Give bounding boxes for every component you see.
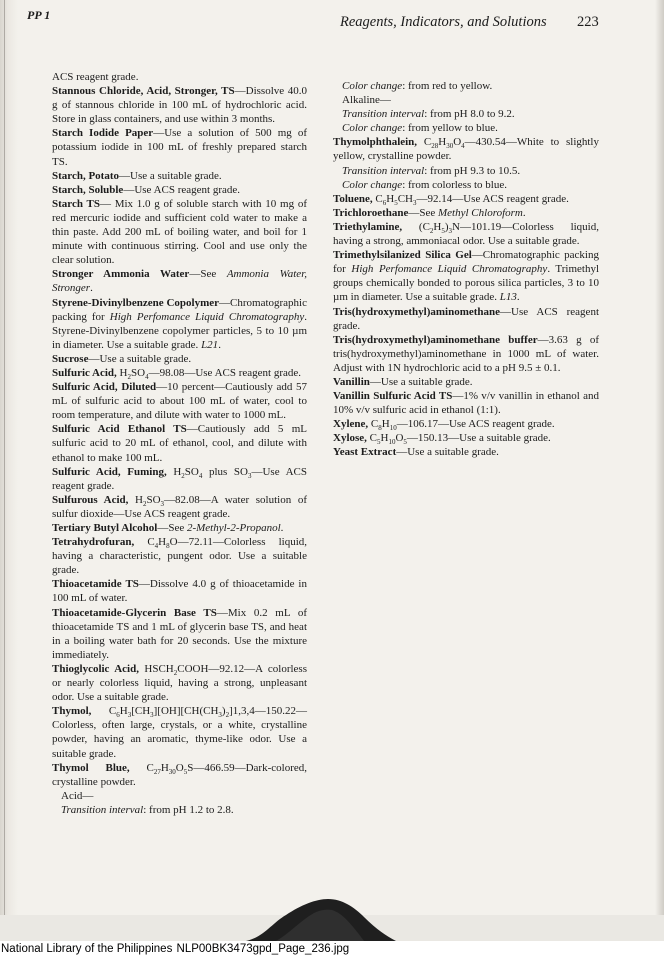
entry: Thioacetamide TS—Dissolve 4.0 g of thioacetamide in 100 mL of water. xyxy=(52,578,307,605)
entry: Sulfuric Acid, Fuming, $H_2SO_4$ plus $SO_3—Use$ ACS reagent grade. xyxy=(52,465,307,492)
entry: Trimethylsilanized Silica Gel—Chromatographic packing for High Perfomance Liquid Chromatography. Trimethyl groups chemically bonded to porous silica particles, 3 to 10 µm in diameter. Use a suitable grade. L13. xyxy=(333,249,600,304)
entry: Stannous Chloride, Acid, Stronger, TS—Dissolve 40.0 g of stannous chloride in 100 mL of hydrochloric acid. Store in glass containers, and use within 3 months. xyxy=(52,85,307,126)
entry-subline: Transition interval: from pH 8.0 to 9.2. xyxy=(342,108,515,121)
running-title: Reagents, Indicators, and Solutions xyxy=(340,14,547,30)
entry: Yeast Extract—Use a suitable grade. xyxy=(333,446,499,459)
entry: Sulfuric Acid, $H_2SO_4—98.08—Use$ ACS reagent grade. xyxy=(52,366,302,382)
entry: Vanillin Sulfuric Acid TS—1% v/v vanillin in ethanol and 10% v/v sulfuric acid in ethanol (1:1). xyxy=(333,390,599,417)
scanner-thumb-shadow xyxy=(246,893,396,941)
entry: Thymol Blue, $C_{27}H_{30}O_5S—466.59—Dark$-colored, crystalline powder. xyxy=(52,761,307,788)
footer-bar xyxy=(0,941,664,957)
entry-subline: Color change: from yellow to blue. xyxy=(342,122,498,135)
entry: Xylene, $C_8H_{10}—106.17—Use$ ACS reagent grade. xyxy=(333,418,555,433)
header-section-mark: PP 1 xyxy=(27,8,51,22)
entry-subline: Color change: from red to yellow. xyxy=(342,80,493,92)
right-page-edge-shadow xyxy=(655,0,664,915)
entry: Tertiary Butyl Alcohol—See 2-Methyl-2-Propanol. xyxy=(52,522,284,534)
entry: ACS reagent grade. xyxy=(52,71,139,83)
entry: Trichloroethane—See Methyl Chloroform. xyxy=(333,206,526,219)
entry: Tris(hydroxymethyl)aminomethane—Use ACS reagent grade. xyxy=(333,305,599,332)
entry: Thymolphthalein, $C_{28}H_{30}O_4—430.54—White$ to slightly yellow, crystalline powder. xyxy=(333,136,599,163)
entry: Xylose, $C_5H_{10}O_5—150.13—Use$ a suitable grade. xyxy=(333,432,551,447)
entry-subline: Transition interval: from pH 9.3 to 10.5. xyxy=(342,164,521,177)
entry: Sulfuric Acid, Diluted—10 percent—Cautiously add 57 mL of sulfuric acid to about 100 mL of water, cool to room temperature, and dilute with water to 1000 mL. xyxy=(52,381,307,422)
left-page-edge-shadow xyxy=(0,0,18,915)
entry-subline: Alkaline— xyxy=(342,94,391,107)
page-number: 223 xyxy=(577,14,599,30)
entry: Toluene, $C_6H_5CH_3—92.14—Use$ ACS reagent grade. xyxy=(333,192,569,207)
entry-subline: Color change: from colorless to blue. xyxy=(342,178,507,191)
footer-institution: National Library of the Philippines xyxy=(1,943,173,955)
entry: Starch, Soluble—Use ACS reagent grade. xyxy=(52,183,241,196)
right-column xyxy=(333,79,599,460)
entry-subline: Acid— xyxy=(61,789,94,802)
entry: Starch TS— Mix 1.0 g of soluble starch with 10 mg of red mercuric iodide and sufficient cold water to make a thin paste. Add 200 mL of boiling water, and boil for 1 minute with continuous stirring. Cool and use only the clear solution. xyxy=(52,197,307,267)
entry: Vanillin—Use a suitable grade. xyxy=(333,375,473,388)
entry: Thymol, $C_6H_3[CH_3][OH][CH(CH_3)_2]1,3,4—150.22—Colorless$, often large, crystals, or a white, crystalline powder, having an aromatic, thyme-like odor. Use a suitable grade. xyxy=(52,705,307,760)
left-column xyxy=(52,70,307,817)
entry: Tetrahydrofuran, $C_4H_8O—72.11—Colorless$ liquid, having a characteristic, pungent odor. Use a suitable grade. xyxy=(52,536,307,577)
entry: Tris(hydroxymethyl)aminomethane buffer—3.63 g of tris(hydroxymethyl)aminomethane in 1000 mL of water. Adjust with 1N hydrochloric acid to a pH 9.5 ± 0.1. xyxy=(333,333,600,374)
footer-file-name: NLP00BK3473gpd_Page_236.jpg xyxy=(176,943,350,955)
entry: Stronger Ammonia Water—See Ammonia Water, Stronger. xyxy=(52,268,307,295)
entry: Sulfuric Acid Ethanol TS—Cautiously add 5 mL sulfuric acid to 20 mL of ethanol, cool, and dilute with ethanol to make 100 mL. xyxy=(52,423,307,464)
entry: Thioacetamide-Glycerin Base TS—Mix 0.2 mL of thioacetamide TS and 1 mL of glycerin base TS, and heat in a boiling water bath for 20 seconds. Use the mixture immediately. xyxy=(52,606,307,661)
entry: Styrene-Divinylbenzene Copolymer—Chromatographic packing for High Perfomance Liquid Chromatography. Styrene-Divinylbenzene copolymer particles, 5 to 10 µm in diameter. Use a suitable grade. L21. xyxy=(52,296,308,351)
left-binding-line xyxy=(4,0,5,915)
entry: Thioglycolic Acid, $HSCH_2COOH—92.12—A$ colorless or nearly colorless liquid, having a strong, unpleasant odor. Use a suitable grade. xyxy=(52,662,307,704)
entry: Triethylamine, $(C_2H_5)_3N—101.19—Colorless$ liquid, having a strong, ammoniacal odor. Use a suitable grade. xyxy=(333,220,599,248)
entry-subline: Transition interval: from pH 1.2 to 2.8. xyxy=(61,803,234,816)
entry: Sulfurous Acid, $H_2SO_3—82.08—A$ water solution of sulfur dioxide—Use ACS reagent grade. xyxy=(52,493,307,520)
entry: Sucrose—Use a suitable grade. xyxy=(52,352,192,365)
entry: Starch Iodide Paper—Use a solution of 500 mg of potassium iodide in 100 mL of freshly prepared starch TS. xyxy=(52,127,307,168)
entry: Starch, Potato—Use a suitable grade. xyxy=(52,169,222,182)
